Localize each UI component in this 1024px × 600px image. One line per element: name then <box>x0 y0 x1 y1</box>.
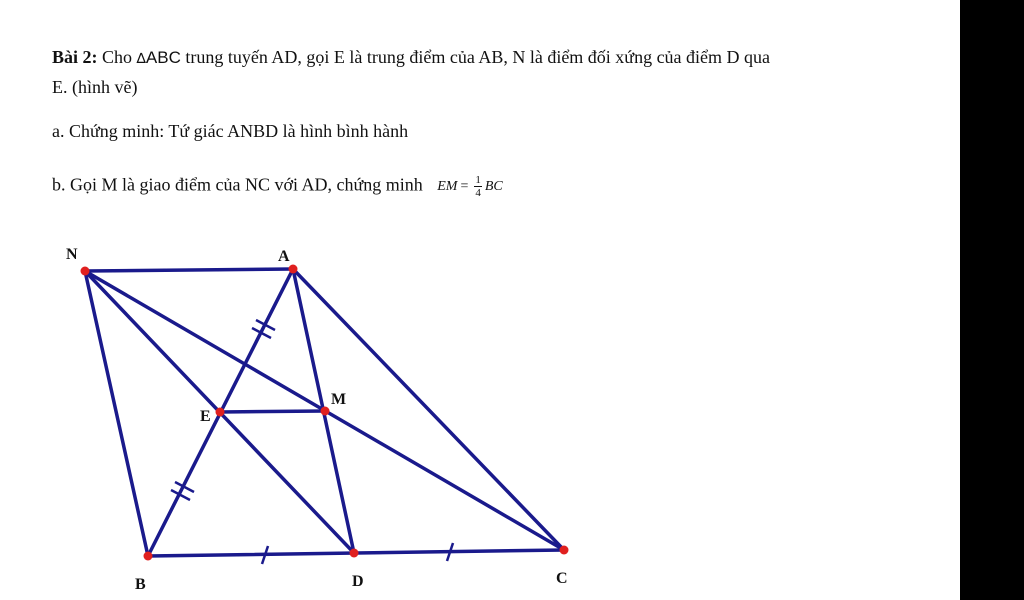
segment-EM <box>220 411 325 412</box>
point-B <box>144 552 153 561</box>
text-cho: Cho <box>102 47 133 67</box>
part-a: a. Chứng minh: Tứ giác ANBD là hình bình hành <box>52 121 409 141</box>
segment-NA <box>85 269 293 271</box>
formula-lhs: EM <box>437 178 458 194</box>
point-N <box>81 267 90 276</box>
label-C: C <box>556 570 568 587</box>
segment-NB <box>85 271 148 556</box>
formula-numerator: 1 <box>475 174 481 186</box>
label-A: A <box>278 248 290 265</box>
problem-label: Bài 2: <box>52 47 98 67</box>
point-labels <box>66 246 568 593</box>
formula-denominator: 4 <box>475 187 481 199</box>
label-E: E <box>200 408 211 425</box>
formula-rhs: BC <box>484 178 503 194</box>
label-B: B <box>135 576 146 593</box>
point-E <box>216 408 225 417</box>
triangle-name: ABC <box>145 48 181 67</box>
point-A <box>289 265 298 274</box>
problem-statement-line-2: E. (hình vẽ) <box>52 77 138 97</box>
label-D: D <box>352 573 364 590</box>
points <box>81 265 569 561</box>
point-C <box>560 546 569 555</box>
segment-AC <box>293 269 564 550</box>
point-M <box>321 407 330 416</box>
statement-rest: trung tuyến AD, gọi E là trung điểm của AB, N là điểm đối xứng của điểm D qua <box>185 47 771 67</box>
formula-equals: = <box>460 178 469 194</box>
point-D <box>350 549 359 558</box>
label-N: N <box>66 246 78 263</box>
triangle-symbol: ∆ <box>136 51 146 67</box>
label-M: M <box>331 391 347 408</box>
part-b-text: b. Gọi M là giao điểm của NC với AD, chứng minh <box>52 174 423 195</box>
